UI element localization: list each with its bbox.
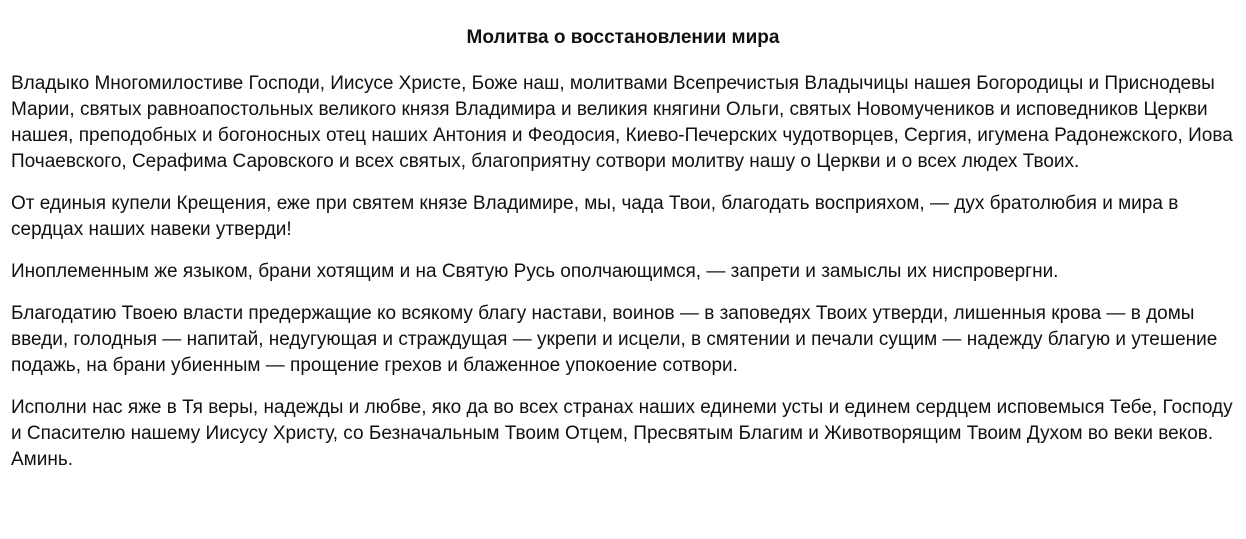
paragraph-2: От единыя купели Крещения, еже при святем князе Владимире, мы, чада Твои, благодать восприяхом, — дух братолюбия и мира в сердцах наших навеки утверди! [11,193,1179,240]
paragraph-1: Владыко Многомилостиве Господи, Иисусе Христе, Боже наш, молитвами Всепречистыя Владычицы нашея Богородицы и Приснодевы Марии, святых равноапостольных великого князя Владимира и великия княгини Ольги, святых Новомучеников и исповедников Церкви нашея, преподобных и богоносных отец наших Антония и Феодосия, Киево-Печерских чудотворцев, Сергия, игумена Радонежского, Иова Почаевского, Серафима Саровского и всех святых, благоприятну сотвори молитву нашу о Церкви и о всех людех Твоих. [11,73,1233,172]
paragraph-3: Иноплеменным же языком, брани хотящим и на Святую Русь ополчающимся, — запрети и замыслы их ниспровергни. [11,261,1059,282]
page-title: Молитва о восстановлении мира [466,27,780,48]
prayer-body [11,71,1236,489]
paragraph-5: Исполни нас яже в Тя веры, надежды и любве, яко да во всех странах наших единеми усты и единем сердцем исповемыся Тебе, Господу и Спасителю нашему Иисусу Христу, со Безначальным Твоим Отцем, Пресвятым Благим и Животворящим Твоим Духом во веки веков. Аминь. [11,397,1233,470]
paragraph-4: Благодатию Твоею власти предержащие ко всякому благу настави, воинов — в заповедях Твоих утверди, лишенныя крова — в домы введи, голодныя — напитай, недугующая и страждущая — укрепи и исцели, в смятении и печали сущим — надежду благую и утешение подажь, на брани убиенным — прощение грехов и блаженное упокоение сотвори. [11,303,1218,376]
